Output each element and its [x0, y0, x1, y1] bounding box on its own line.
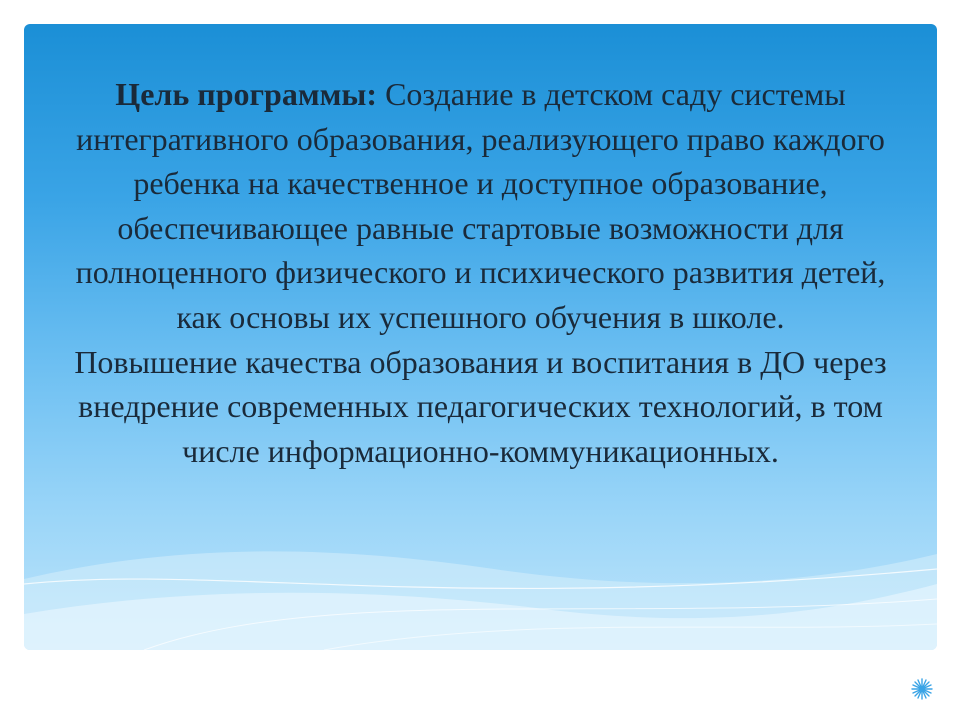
content-panel — [24, 24, 937, 650]
goal-text: Создание в детском саду системы интегративного образования, реализующего право каждого ребенка на качественное и доступное образование, обеспечивающее равные стартовые возможности для полноценного физического и психического развития детей, как основы их успешного обучения в школе. — [75, 76, 886, 335]
quality-paragraph: Повышение качества образования и воспитания в ДО через внедрение современных педагогических технологий, в том числе информационно-коммуникационных. — [74, 343, 887, 469]
star-icon — [911, 678, 933, 700]
goal-text-block — [64, 72, 897, 473]
goal-label: Цель программы: — [115, 76, 378, 112]
goal-paragraph — [64, 72, 897, 340]
